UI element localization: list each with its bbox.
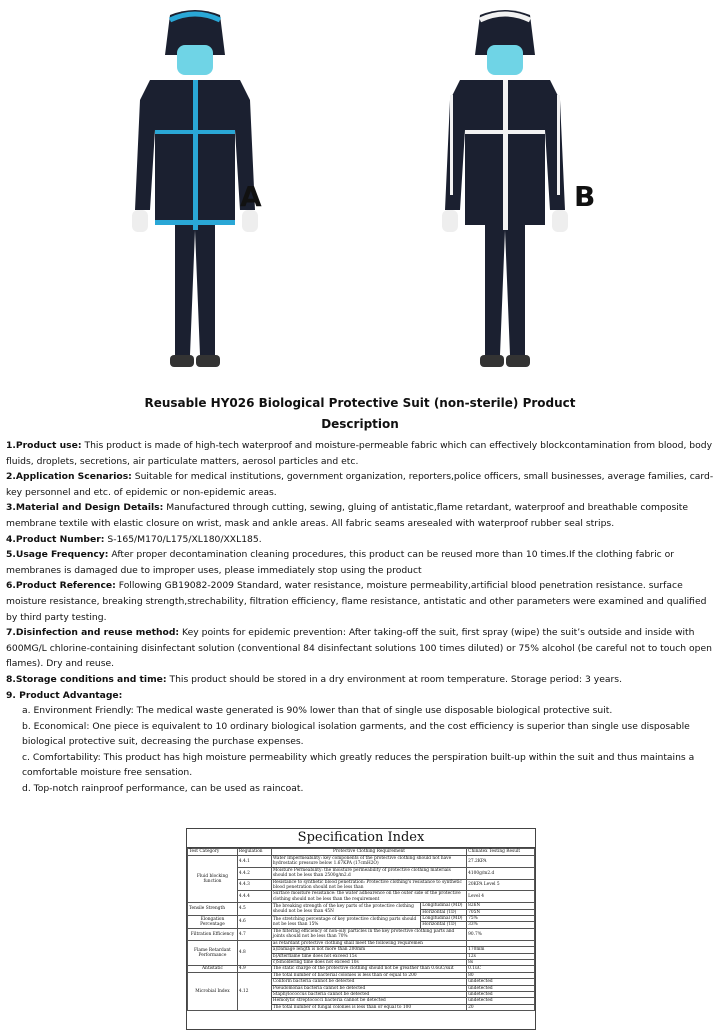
regulation-cell: 4.4.2 (237, 867, 271, 879)
advantage-b: b. Economical: One piece is equivalent to 10 ordinary biological isolation garments, and the cost efficiency is superior than single use disposable biological protective suit, decreasing the purchase expenses. (22, 720, 690, 748)
advantage-d: d. Top-notch rainproof performance, can be used as raincoat. (22, 783, 304, 795)
advantage-c: c. Comfortability: This product has high moisture permeability which greatly reduces the perspiration built-up within the suit and thus maintains a comfortable moisture free sensation. (22, 751, 695, 779)
result-cell: 0.1uC (467, 966, 535, 972)
result-cell: 826N (467, 903, 535, 909)
item-text: This product is made of high-tech waterproof and moisture-permeable fabric which can effectively blockcontamination from blood, body fluids, droplets, secretions, air particulate matters, aerosol particles and etc. (6, 440, 713, 467)
item-storage (6, 672, 718, 688)
table-header-row (188, 849, 535, 856)
result-cell: 75% (467, 916, 535, 922)
header-cell: Protective Clothing Requirement (271, 849, 466, 856)
result-cell: undetected (467, 979, 535, 985)
product-photos (0, 0, 720, 390)
item-label: 5.Usage Frequency: (6, 549, 109, 561)
requirement-cell: The filtering efficiency of non-oily particles in the key protective clothing parts and joints should not be less than 70% (271, 928, 466, 940)
header-cell: Chinatex Testing Result (467, 849, 535, 856)
requirement-cell: Water Impermeability: key components of the protective clothing should not have hydrostatic pressure below 1.67KPA (17cmH2O) (271, 856, 466, 868)
item-label: 1.Product use: (6, 440, 82, 451)
requirement-cell: The total number of fungal colonies is less than or equal to 100 (271, 1004, 466, 1010)
result-cell: 20KPA Level 5 (467, 879, 535, 891)
advantage-heading: 9. Product Advantage: (6, 689, 123, 701)
requirement-cell: Surface moisture resistance: the water adhearence on the outer side of the protective clothing should not be less than the requirement (271, 891, 466, 903)
category-cell: Tensile Strength (188, 903, 238, 916)
category-cell: Antistatic (188, 966, 238, 972)
suit-b-label: B (574, 180, 596, 213)
category-cell: Elongation Percentage (188, 916, 238, 929)
table-row (188, 928, 535, 940)
document-subtitle: Description (321, 417, 399, 431)
direction-cell: Horizontal (TD) (421, 922, 467, 928)
requirement-cell: Pseudomonas bacteria cannot be detected (271, 985, 466, 991)
result-cell: 27.2KPA (467, 856, 535, 868)
header-cell: Regulation (237, 849, 271, 856)
item-text: After proper decontamination cleaning procedures, this product can be reused more than 10 times.If the clothing fabric or membranes is damaged due to improper uses, please immediately stop using the product (6, 549, 674, 576)
category-cell: Microbial Index (188, 972, 238, 1010)
item-label: 8.Storage conditions and time: (6, 673, 167, 685)
result-cell: 8s (467, 959, 535, 965)
spec-title: Specification Index (187, 829, 535, 848)
item-label: 4.Product Number: (6, 533, 105, 545)
regulation-cell: 4.4.1 (237, 856, 271, 868)
requirement-cell: a)Damage length is not more than 200mm (271, 947, 466, 953)
item-text: Manufactured through cutting, sewing, gluing of antistatic,flame retardant, waterproof and breathable composite membrane textile with elastic closure on wrist, mask and ankle areas. All fabric seams aresealed with waterproof rubber seal strips. (6, 502, 689, 529)
regulation-cell: 4.5 (237, 903, 271, 916)
table-row (188, 856, 535, 868)
category-cell: Fluid blocking function (188, 856, 238, 903)
regulation-cell: 4.8 (237, 940, 271, 966)
regulation-cell: 4.9 (237, 966, 271, 972)
result-cell: undetected (467, 985, 535, 991)
regulation-cell: 4.7 (237, 928, 271, 940)
document-title: Reusable HY026 Biological Protective Suit (non-sterile) Product (144, 396, 576, 410)
requirement-cell: The total number of bacterial colonies is less than or equal to 200 (271, 972, 466, 978)
item-label: 2.Application Scenarios: (6, 471, 132, 483)
suit-a-label: A (240, 180, 262, 213)
result-cell: 33% (467, 922, 535, 928)
requirement-cell: The static charge of the protective clothing should not be greather than 0.6uC/suit (271, 966, 466, 972)
requirement-cell: The stretching percentage of key protective clothing parts should not be less than 15% (271, 916, 420, 929)
requirement-cell: Resistance to synthetic blood penetration: Protective clothing's resistance to synthetic blood penetration should not be less than (271, 879, 466, 891)
result-cell: 20 (467, 1004, 535, 1010)
result-cell: 12s (467, 953, 535, 959)
regulation-cell: 4.4.3 (237, 879, 271, 891)
regulation-cell: 4.12 (237, 972, 271, 1010)
result-cell: 80 (467, 972, 535, 978)
requirement-cell: Moisture Permeability: the moisture permeability of protective clothing materials should not be less than 2500g/m2.d (271, 867, 466, 879)
item-disinfection (6, 625, 718, 672)
requirement-cell: Staphylococcus bacteria cannot be detected (271, 991, 466, 997)
table-row (188, 891, 535, 903)
item-text: S-165/M170/L175/XL180/XXL185. (104, 533, 262, 545)
item-text: This product should be stored in a dry environment at room temperature. Storage period: 3 years. (166, 673, 622, 685)
item-usage-frequency (6, 547, 718, 578)
item-label: 3.Material and Design Details: (6, 502, 164, 514)
result-cell: 705N (467, 909, 535, 915)
requirement-cell: Hemolytic streptococci bacteria cannot be detected (271, 998, 466, 1004)
item-text: Following GB19082-2009 Standard, water resistance, moisture permeability,artificial blood penetration resistance. surface moisture resistance, breaking strength,strechability, filtration efficiency, flame resistance, antistatic and other parameters were examined and qualified by third party testing. (6, 580, 707, 623)
item-material (6, 500, 718, 531)
result-cell: Level 4 (467, 891, 535, 903)
table-row (188, 879, 535, 891)
item-product-reference (6, 578, 718, 625)
item-application (6, 469, 718, 500)
result-cell: 170mm (467, 947, 535, 953)
suit-b-figure (442, 10, 568, 367)
table-row (188, 867, 535, 879)
category-cell: Flame Retardant Performance (188, 940, 238, 966)
advantage-a: a. Environment Friendly: The medical waste generated is 90% lower than that of single use disposable biological protective suit. (22, 705, 613, 717)
item-product-use (6, 438, 718, 469)
result-cell: 90.7% (467, 928, 535, 940)
requirement-cell: The breaking strength of the key parts of the protective clothing should not be less than 45N (271, 903, 420, 916)
category-cell: Filtration Efficiency (188, 928, 238, 940)
suit-b-image (420, 10, 590, 385)
requirement-cell: c)Smoldering time does not exceed 10s (271, 959, 466, 965)
requirement-cell: b)Afterflame time does not exceed 15s (271, 953, 466, 959)
requirement-cell: Coliform bacteria cannot be detected (271, 979, 466, 985)
regulation-cell: 4.4.4 (237, 891, 271, 903)
item-product-number (6, 532, 718, 548)
direction-cell: Horizontal (TD) (421, 909, 467, 915)
result-cell: undetected (467, 998, 535, 1004)
regulation-cell: 4.6 (237, 916, 271, 929)
result-cell: undetected (467, 991, 535, 997)
description-body (6, 438, 718, 797)
item-text: Key points for epidemic prevention: After taking-off the suit, first spray (wipe) the suit’s outside and inside with 600MG/L chlorine-containing disinfectant solution (conventional 84 disinfectant solutions 100 times diluted) or 75% alcohol (be careful not to touch open flames). Dry and reuse. (6, 627, 712, 670)
requirement-cell: as retardant protective clothing shall meet the following requiremen (271, 940, 466, 946)
item-label: 6.Product Reference: (6, 580, 116, 592)
item-label: 7.Disinfection and reuse method: (6, 627, 180, 639)
item-text: Suitable for medical institutions, government organization, reporters,police officers, small businesses, average families, card-key personnel and etc. of epidemic or non-epidemic areas. (6, 471, 714, 498)
result-cell: 4100g/m2.d (467, 867, 535, 879)
header-cell: Test Category (188, 849, 238, 856)
specification-table (186, 828, 536, 1030)
direction-cell: Longitudinal (MD) (421, 903, 467, 909)
spec-grid (187, 848, 535, 1011)
direction-cell: Longitudinal (MD) (421, 916, 467, 922)
